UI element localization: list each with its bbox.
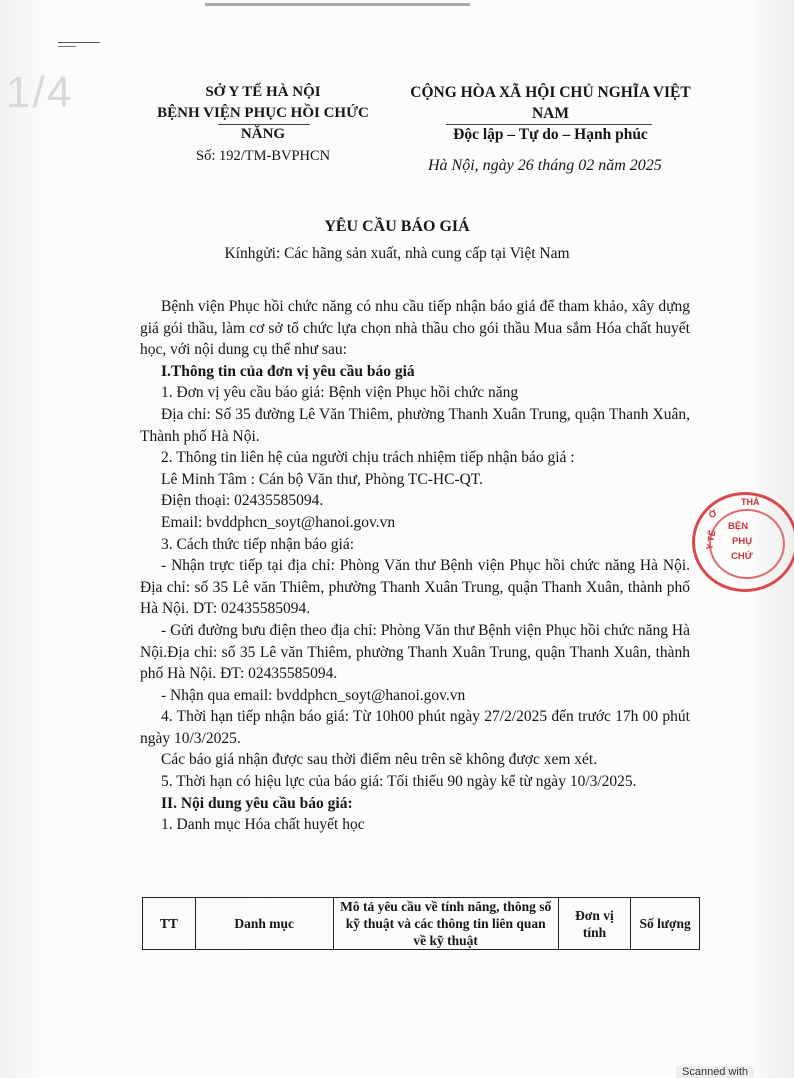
items-table	[142, 897, 700, 950]
header-underline	[218, 124, 310, 125]
body-paragraph: - Nhận qua email: bvddphcn_soyt@hanoi.gov.vn	[161, 686, 466, 704]
stamp-arc-text: Ở	[706, 507, 720, 521]
document-body	[140, 296, 690, 836]
motto-underline	[446, 124, 652, 125]
body-paragraph: Lê Minh Tâm : Cán bộ Văn thư, Phòng TC-HC-QT.	[161, 470, 483, 488]
stamp-text: PHỤ	[732, 536, 753, 547]
body-paragraph: 4. Thời hạn tiếp nhận báo giá: Từ 10h00 phút ngày 27/2/2025 đến trước 17h 00 phút ngày 10/3/2025.	[140, 708, 690, 747]
body-paragraph: Bệnh viện Phục hồi chức năng có nhu cầu tiếp nhận báo giá để tham khảo, xây dựng giá gói thầu, làm cơ sở tổ chức lựa chọn nhà thầu cho gói thầu Mua sắm Hóa chất huyết học, với nội dung cụ thể như sau:	[140, 298, 690, 359]
document-number: Số: 192/TM-BVPHCN	[196, 148, 331, 164]
margin-mark	[58, 46, 76, 47]
table-header-row	[143, 898, 700, 950]
scan-edge-line	[205, 3, 470, 6]
body-paragraph: 2. Thông tin liên hệ của người chịu trách nhiệm tiếp nhận báo giá :	[161, 449, 575, 467]
body-paragraph: 3. Cách thức tiếp nhận báo giá:	[161, 535, 355, 553]
table-header-cell: Đơn vị tính	[558, 898, 631, 950]
national-motto	[398, 82, 703, 145]
body-paragraph: Email: bvddphcn_soyt@hanoi.gov.vn	[161, 513, 396, 531]
table-header-cell: Số lượng	[631, 898, 700, 950]
document-date: Hà Nội, ngày 26 tháng 02 năm 2025	[428, 157, 662, 174]
page-indicator: 1/4	[6, 68, 74, 117]
table-header-cell: TT	[143, 898, 196, 950]
official-stamp	[692, 492, 794, 592]
issuer-header	[140, 82, 386, 145]
stamp-arc-text: Y TẾ	[704, 529, 718, 551]
stamp-text: CHỨ	[731, 551, 753, 562]
body-paragraph: - Nhận trực tiếp tại địa chỉ: Phòng Văn thư Bệnh viện Phục hồi chức năng Hà Nội. Địa chỉ: số 35 Lê văn Thiêm, phường Thanh Xuân Trung, quận Thanh Xuân, thành phố Hà Nội. DT: 02435585094.	[140, 557, 690, 618]
body-paragraph: 5. Thời hạn có hiệu lực của báo giá: Tối thiểu 90 ngày kể từ ngày 10/3/2025.	[161, 773, 637, 791]
motto: Độc lập – Tự do – Hạnh phúc	[453, 126, 648, 143]
body-paragraph: Địa chỉ: Số 35 đường Lê Văn Thiêm, phường Thanh Xuân Trung, quận Thanh Xuân, Thành phố Hà Nội.	[140, 405, 690, 445]
body-paragraph: 1. Đơn vị yêu cầu báo giá: Bệnh viện Phục hồi chức năng	[161, 384, 519, 402]
hospital-name: BỆNH VIỆN PHỤC HỒI CHỨC NĂNG	[157, 105, 369, 142]
ministry-name: SỞ Y TẾ HÀ NỘI	[205, 84, 321, 100]
body-paragraph: - Gửi đường bưu điện theo địa chỉ: Phòng Văn thư Bệnh viện Phục hồi chức năng Hà Nội.Địa chỉ: số 35 Lê văn Thiêm, phường Thanh Xuân Trung, quận Thanh Xuân, thành phố Hà Nội. ĐT: 02435585094.	[140, 621, 690, 683]
recipient-line: Kínhgửi: Các hãng sản xuất, nhà cung cấp tại Việt Nam	[224, 245, 570, 262]
body-paragraph: Các báo giá nhận được sau thời điểm nêu trên sẽ không được xem xét.	[161, 751, 598, 769]
scanner-watermark: Scanned with	[676, 1066, 754, 1078]
country-name: CỘNG HÒA XÃ HỘI CHỦ NGHĨA VIỆT NAM	[410, 84, 691, 122]
table-header-cell: Danh mục	[195, 898, 333, 950]
body-paragraph: 1. Danh mục Hóa chất huyết học	[161, 816, 365, 834]
section-heading: II. Nội dung yêu cầu báo giá:	[161, 794, 353, 812]
document-title: YÊU CẦU BÁO GIÁ	[324, 218, 470, 235]
table-header-cell: Mô tả yêu cầu về tính năng, thông số kỹ thuật và các thông tin liên quan về kỹ thuật	[333, 898, 558, 950]
section-heading: I.Thông tin của đơn vị yêu cầu báo giá	[161, 362, 415, 380]
stamp-text: BỆN	[728, 521, 749, 532]
body-paragraph: Điện thoại: 02435585094.	[161, 492, 324, 510]
stamp-arc-text: THÀ	[741, 497, 760, 507]
margin-mark	[58, 42, 100, 43]
